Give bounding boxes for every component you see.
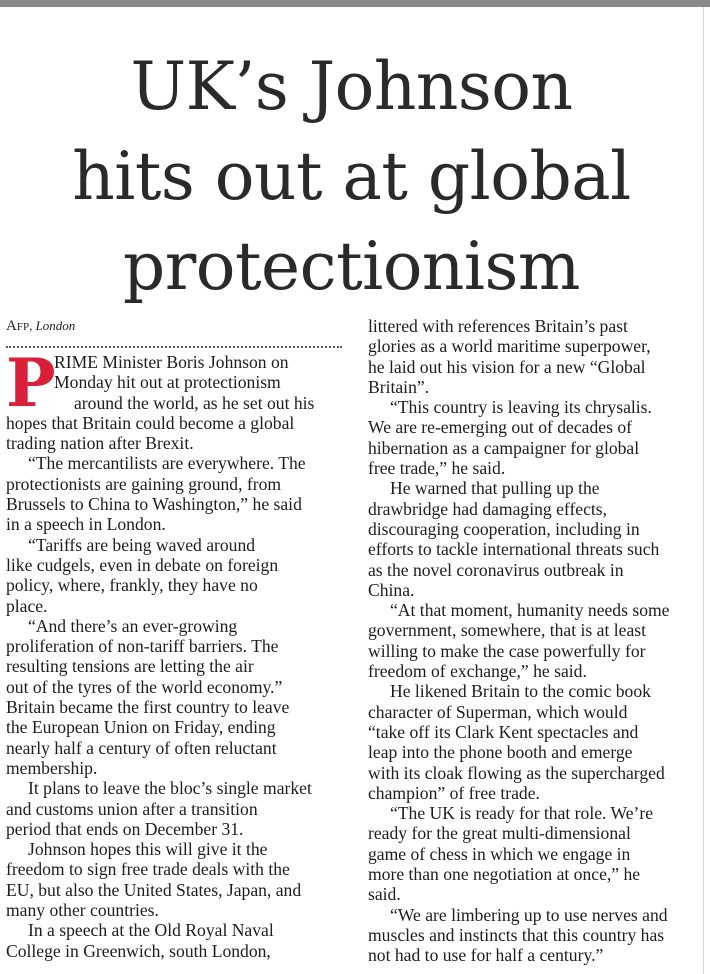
text-line: “take off its Clark Kent spectacles and xyxy=(368,721,639,742)
text-line: We are re-emerging out of decades of xyxy=(368,417,632,438)
paragraph xyxy=(368,478,706,600)
text-line: hibernation as a campaigner for global xyxy=(368,437,640,458)
text-line: like cudgels, even in debate on foreign xyxy=(6,554,279,575)
text-line: muscles and instincts that this country has xyxy=(368,924,665,945)
text-line: “And there’s an ever-growing xyxy=(28,615,238,636)
paragraph xyxy=(6,535,344,616)
paragraph xyxy=(368,600,706,681)
text-line: game of chess in which we engage in xyxy=(368,843,631,864)
top-rule xyxy=(0,0,710,7)
headline-line: UK’s Johnson xyxy=(130,48,573,125)
text-line: Brussels to China to Washington,” he said xyxy=(6,494,302,515)
text-line: proliferation of non-tariff barriers. The xyxy=(6,636,279,657)
text-line: as the novel coronavirus outbreak in xyxy=(368,559,624,580)
byline xyxy=(6,316,344,336)
text-line: In a speech at the Old Royal Naval xyxy=(28,920,274,941)
headline-line: protectionism xyxy=(122,228,580,305)
byline-divider xyxy=(6,346,342,348)
text-line: trading nation after Brexit. xyxy=(6,433,194,454)
article-column-left xyxy=(6,316,344,961)
paragraph xyxy=(368,681,706,803)
text-line: place. xyxy=(6,595,48,616)
text-line: ready for the great multi-dimensional xyxy=(368,823,631,844)
text-line: the European Union on Friday, ending xyxy=(6,717,276,738)
headline xyxy=(0,42,703,312)
text-line: character of Superman, which would xyxy=(368,701,628,722)
paragraph xyxy=(6,778,344,839)
text-line: Britain”. xyxy=(368,376,430,397)
text-line: with its cloak flowing as the supercharged xyxy=(368,762,665,783)
text-line: government, somewhere, that is at least xyxy=(368,620,646,641)
paragraph xyxy=(368,803,706,904)
text-line: around the world, as he set out his xyxy=(74,392,315,413)
headline-line: hits out at global xyxy=(72,138,631,215)
paragraph xyxy=(368,316,706,397)
text-line: and customs union after a transition xyxy=(6,798,258,819)
text-line: resulting tensions are letting the air xyxy=(6,656,254,677)
text-line: glories as a world maritime superpower, xyxy=(368,336,651,357)
text-line: “At that moment, humanity needs some xyxy=(390,600,670,621)
text-line: efforts to tackle international threats such xyxy=(368,539,660,560)
paragraph xyxy=(6,920,344,961)
text-line: EU, but also the United States, Japan, and xyxy=(6,879,302,900)
text-line: not had to use for half a century.” xyxy=(368,945,604,966)
text-line: RIME Minister Boris Johnson on xyxy=(54,352,289,372)
text-line: It plans to leave the bloc’s single market xyxy=(28,778,312,799)
text-line: “This country is leaving its chrysalis. xyxy=(390,397,652,418)
text-line: China. xyxy=(368,579,415,600)
text-line: out of the tyres of the world economy.” xyxy=(6,676,283,697)
text-line: period that ends on December 31. xyxy=(6,818,244,839)
text-line: Johnson hopes this will give it the xyxy=(28,839,268,860)
text-line: more than one negotiation at once,” he xyxy=(368,864,641,885)
byline-separator: , xyxy=(29,318,33,333)
paragraph xyxy=(6,453,344,534)
byline-agency: Afp xyxy=(6,318,30,334)
paragraph xyxy=(6,344,344,454)
paragraph xyxy=(6,616,344,778)
text-line: freedom to sign free trade deals with the xyxy=(6,859,290,880)
text-line: protectionists are gaining ground, from xyxy=(6,473,282,494)
text-line: said. xyxy=(368,884,401,905)
text-line: he laid out his vision for a new “Global xyxy=(368,356,646,377)
right-column-body xyxy=(368,316,706,966)
article-column-right xyxy=(368,316,706,966)
text-line: Britain became the first country to leave xyxy=(6,697,290,718)
text-line: drawbridge had damaging effects, xyxy=(368,498,608,519)
text-line: freedom of exchange,” he said. xyxy=(368,661,587,682)
text-line: “We are limbering up to use nerves and xyxy=(390,904,668,925)
text-line: nearly half a century of often reluctant xyxy=(6,737,277,758)
text-line: littered with references Britain’s past xyxy=(368,316,628,336)
left-column-body xyxy=(6,344,344,961)
text-line: College in Greenwich, south London, xyxy=(6,940,271,961)
text-line: He likened Britain to the comic book xyxy=(390,681,651,702)
text-line: Monday hit out at protectionism xyxy=(54,372,281,393)
text-line: champion” of free trade. xyxy=(368,782,540,803)
text-line: free trade,” he said. xyxy=(368,458,506,479)
paragraph xyxy=(368,397,706,478)
paragraph xyxy=(6,839,344,920)
text-line: He warned that pulling up the xyxy=(390,478,600,499)
paragraph xyxy=(368,905,706,966)
text-line: policy, where, frankly, they have no xyxy=(6,575,258,596)
text-line: leap into the phone booth and emerge xyxy=(368,742,633,763)
text-line: “Tariffs are being waved around xyxy=(28,534,256,555)
text-line: discouraging cooperation, including in xyxy=(368,518,640,539)
text-line: membership. xyxy=(6,757,98,778)
text-line: “The UK is ready for that role. We’re xyxy=(390,803,654,824)
text-line: in a speech in London. xyxy=(6,514,166,535)
drop-cap: P xyxy=(6,344,56,422)
text-line: many other countries. xyxy=(6,900,159,921)
text-line: hopes that Britain could become a global xyxy=(6,412,295,433)
byline-city: London xyxy=(35,318,76,333)
text-line: willing to make the case powerfully for xyxy=(368,640,646,661)
text-line: “The mercantilists are everywhere. The xyxy=(28,453,306,474)
